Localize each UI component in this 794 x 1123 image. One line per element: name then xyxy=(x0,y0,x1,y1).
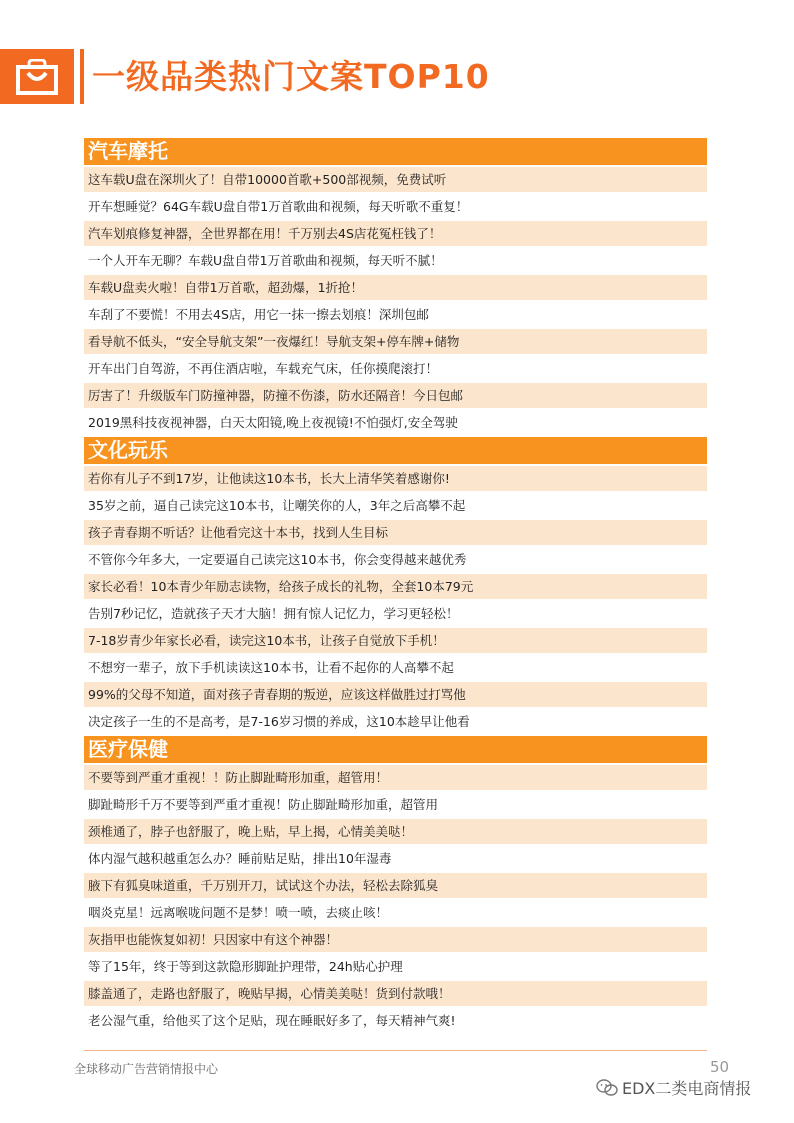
copy-row: 开车出门自驾游，不再住酒店啦，车载充气床，任你摸爬滚打！ xyxy=(84,356,707,381)
section-header: 医疗保健 xyxy=(84,736,707,763)
copy-row: 车刮了不要慌！不用去4S店，用它一抹一擦去划痕！深圳包邮 xyxy=(84,302,707,327)
copy-row: 等了15年，终于等到这款隐形脚趾护理带，24h贴心护理 xyxy=(84,954,707,979)
footer-org-name: 全球移动广告营销情报中心 xyxy=(74,1062,219,1076)
header-accent-bar xyxy=(80,49,84,104)
copy-row: 看导航不低头，“安全导航支架”一夜爆红！导航支架+停车牌+储物 xyxy=(84,329,707,354)
copy-row: 不要等到严重才重视！！防止脚趾畸形加重，超管用！ xyxy=(84,765,707,790)
copy-row: 99%的父母不知道，面对孩子青春期的叛逆，应该这样做胜过打骂他 xyxy=(84,682,707,707)
copy-row: 灰指甲也能恢复如初！只因家中有这个神器！ xyxy=(84,927,707,952)
copy-row: 厉害了！升级版车门防撞神器，防撞不伤漆，防水还隔音！今日包邮 xyxy=(84,383,707,408)
copy-row: 开车想睡觉？64G车载U盘自带1万首歌曲和视频，每天听歌不重复！ xyxy=(84,194,707,219)
copy-row: 2019黑科技夜视神器，白天太阳镜,晚上夜视镜!不怕强灯,安全驾驶 xyxy=(84,410,707,435)
wechat-watermark xyxy=(596,1076,751,1099)
copy-row: 不管你今年多大，一定要逼自己读完这10本书，你会变得越来越优秀 xyxy=(84,547,707,572)
copy-sections xyxy=(84,138,707,1035)
copy-row: 告别7秒记忆，造就孩子天才大脑！拥有惊人记忆力，学习更轻松！ xyxy=(84,601,707,626)
copy-row: 体内湿气越积越重怎么办？睡前贴足贴，排出10年湿毒 xyxy=(84,846,707,871)
copy-row: 决定孩子一生的不是高考，是7-16岁习惯的养成，这10本趁早让他看 xyxy=(84,709,707,734)
copy-row: 咽炎克星！远离喉咙问题不是梦！喷一喷，去痰止咳！ xyxy=(84,900,707,925)
page-number: 50 xyxy=(710,1058,730,1076)
page-header xyxy=(0,45,794,105)
page-title: 一级品类热门文案TOP10 xyxy=(92,57,490,96)
copy-row: 一个人开车无聊？车载U盘自带1万首歌曲和视频，每天听不腻！ xyxy=(84,248,707,273)
copy-row: 7-18岁青少年家长必看，读完这10本书，让孩子自觉放下手机！ xyxy=(84,628,707,653)
wechat-icon xyxy=(596,1079,618,1097)
copy-row: 这车载U盘在深圳火了！自带10000首歌+500部视频，免费试听 xyxy=(84,167,707,192)
copy-row: 脚趾畸形千万不要等到严重才重视！防止脚趾畸形加重，超管用 xyxy=(84,792,707,817)
copy-row: 家长必看！10本青少年励志读物，给孩子成长的礼物，全套10本79元 xyxy=(84,574,707,599)
copy-row: 孩子青春期不听话？让他看完这十本书，找到人生目标 xyxy=(84,520,707,545)
copy-row: 颈椎通了，脖子也舒服了，晚上贴，早上揭，心情美美哒！ xyxy=(84,819,707,844)
copy-row: 汽车划痕修复神器，全世界都在用！千万别去4S店花冤枉钱了！ xyxy=(84,221,707,246)
copy-row: 腋下有狐臭味道重，千万别开刀，试试这个办法，轻松去除狐臭 xyxy=(84,873,707,898)
watermark-text: EDX二类电商情报 xyxy=(622,1079,752,1098)
copy-row: 车载U盘卖火啦！自带1万首歌，超劲爆，1折抢！ xyxy=(84,275,707,300)
copy-row: 35岁之前，逼自己读完这10本书，让嘲笑你的人，3年之后高攀不起 xyxy=(84,493,707,518)
copy-row: 若你有儿子不到17岁，让他读这10本书，长大上清华笑着感谢你! xyxy=(84,466,707,491)
shopping-bag-icon xyxy=(16,59,58,95)
section-header: 汽车摩托 xyxy=(84,138,707,165)
footer-divider xyxy=(84,1050,707,1051)
copy-row: 不想穷一辈子，放下手机读读这10本书，让看不起你的人高攀不起 xyxy=(84,655,707,680)
copy-row: 老公湿气重，给他买了这个足贴，现在睡眠好多了，每天精神气爽! xyxy=(84,1008,707,1033)
section-header: 文化玩乐 xyxy=(84,437,707,464)
shopping-bag-logo xyxy=(0,49,74,104)
copy-row: 膝盖通了，走路也舒服了，晚贴早揭，心情美美哒！货到付款哦！ xyxy=(84,981,707,1006)
